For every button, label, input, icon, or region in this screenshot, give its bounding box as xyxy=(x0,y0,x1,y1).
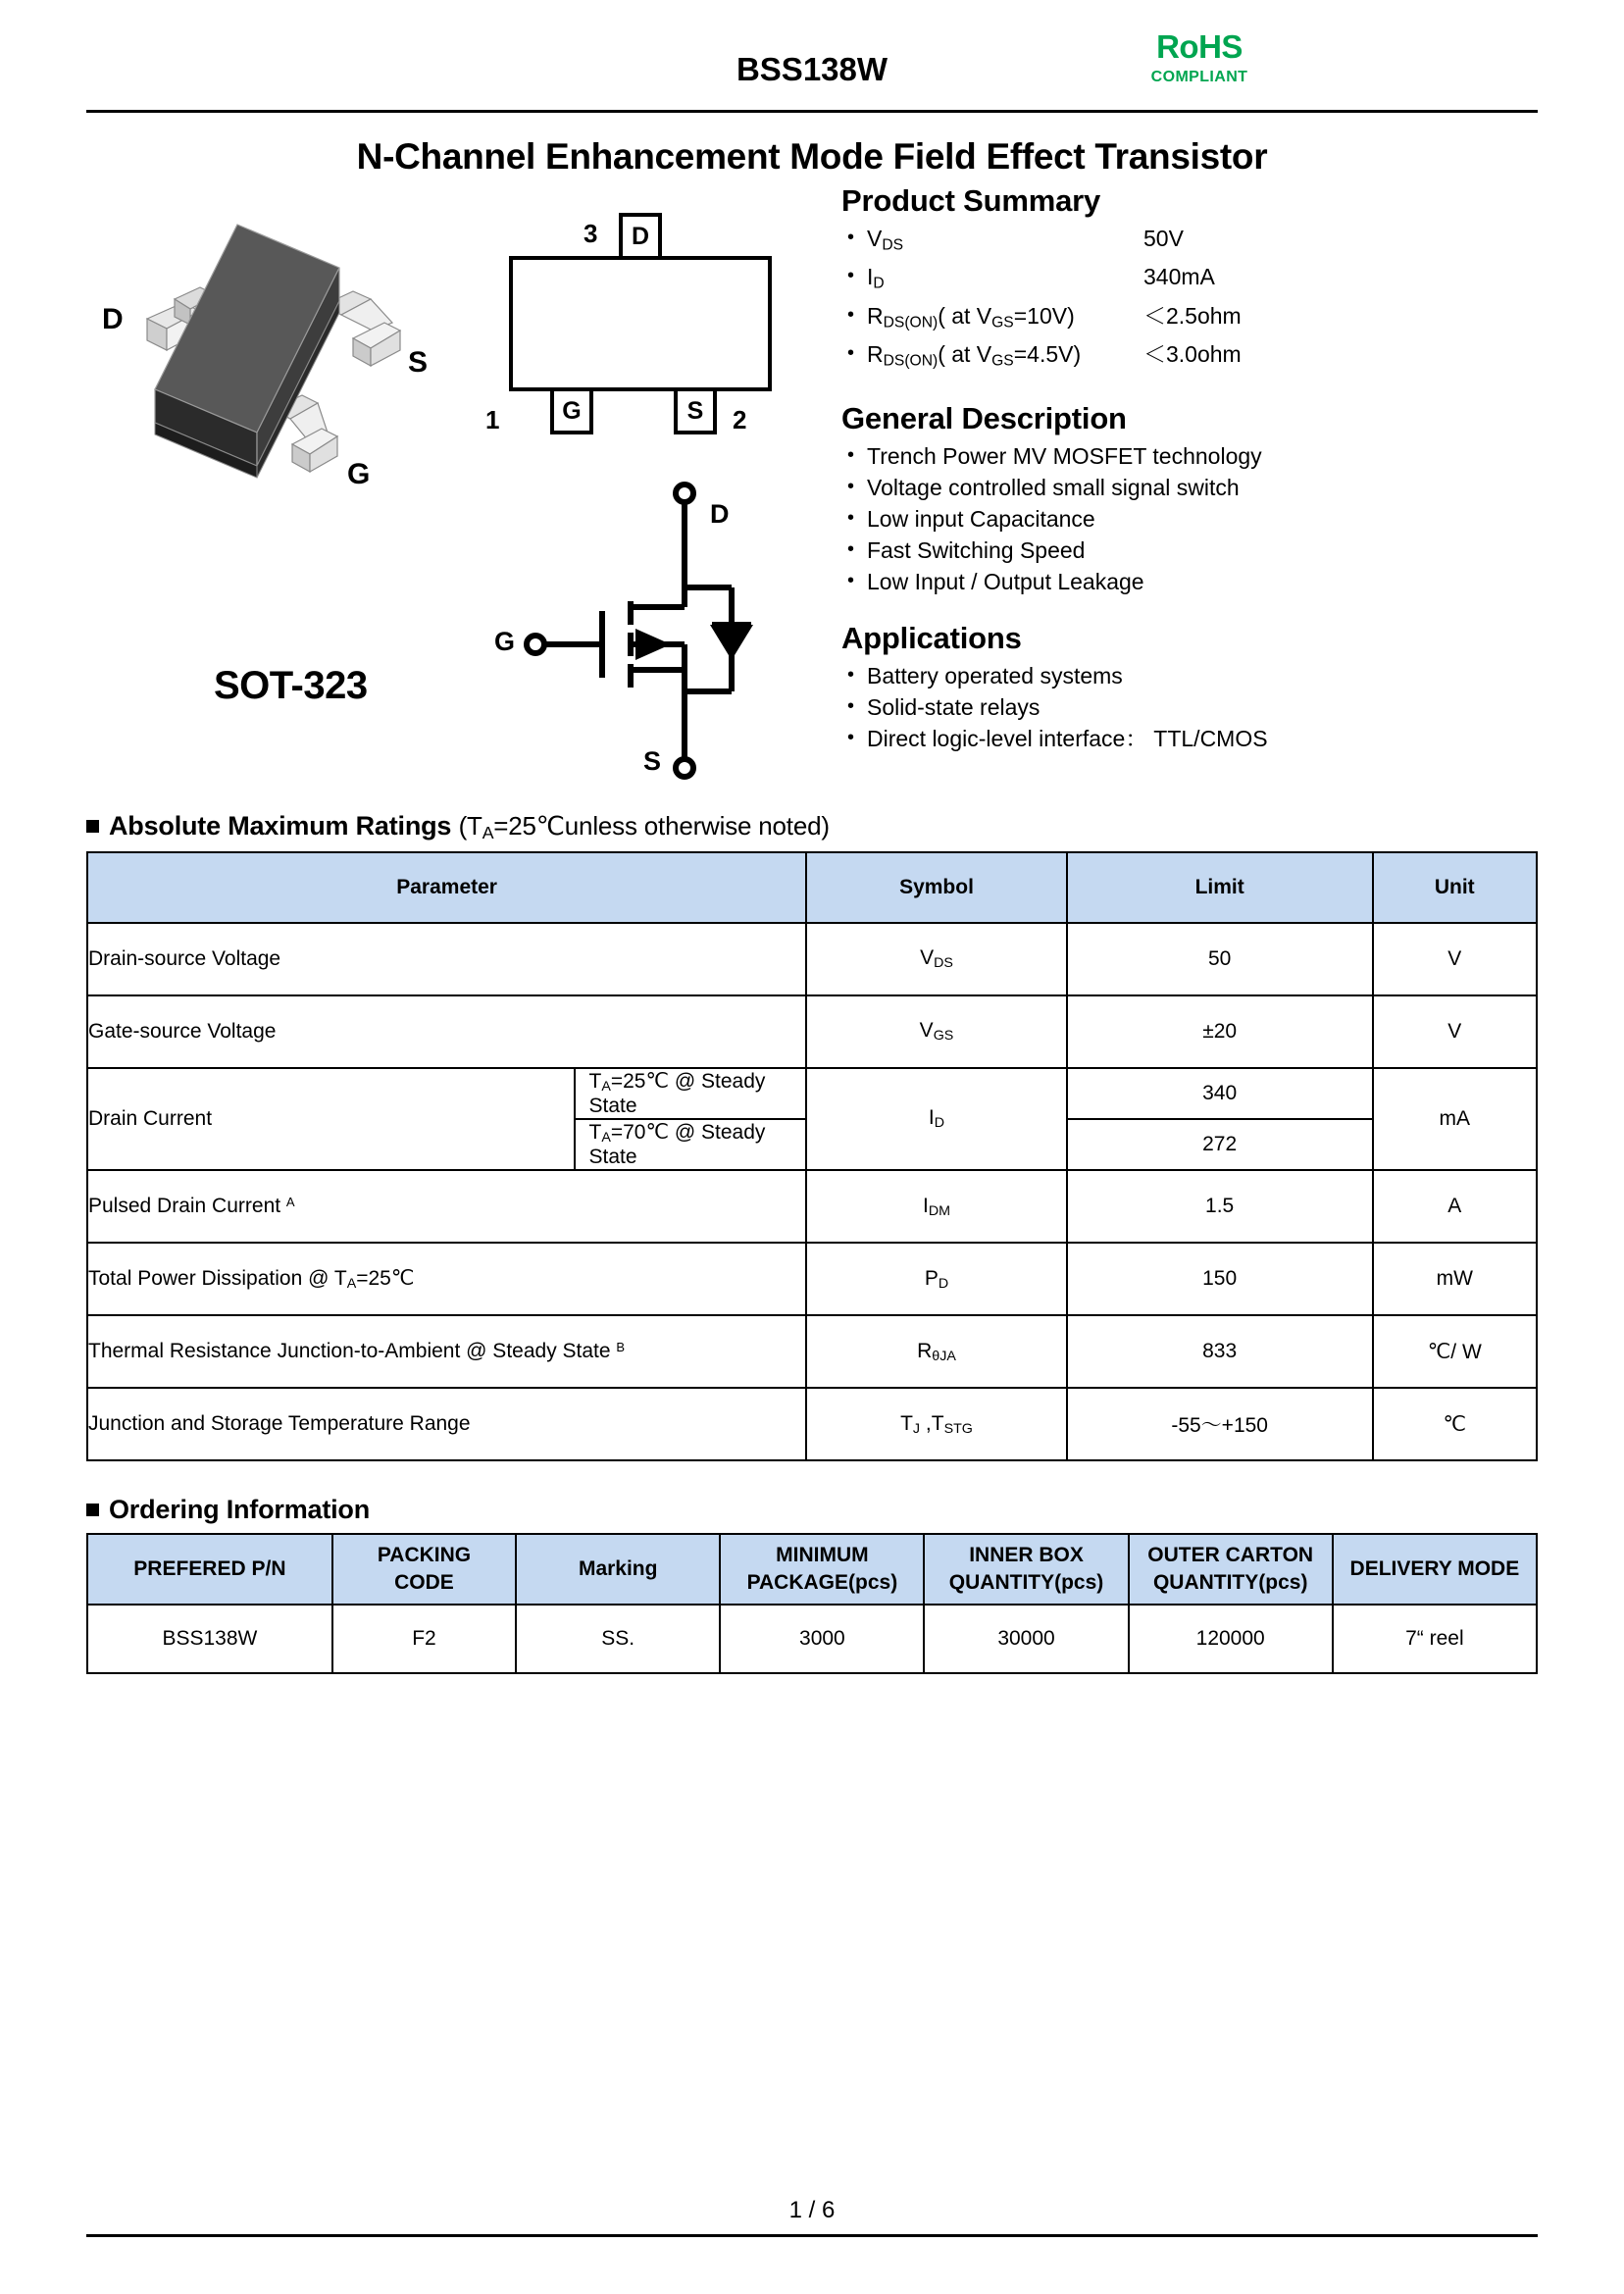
cell-packing-code: F2 xyxy=(332,1605,516,1673)
col-outer-carton-quantity: OUTER CARTON QUANTITY(pcs) xyxy=(1129,1534,1333,1605)
cell-sub-limits xyxy=(1067,1068,1373,1170)
sub-limit: 340 xyxy=(1068,1069,1372,1119)
header-divider xyxy=(86,110,1538,113)
list-item: • Battery operated systems xyxy=(841,660,1528,691)
col-marking: Marking xyxy=(516,1534,720,1605)
table-header-row xyxy=(87,1534,1537,1605)
package-name-label: SOT-323 xyxy=(214,664,368,707)
cell-limit: 833 xyxy=(1067,1315,1373,1388)
sub-conditions-table xyxy=(576,1069,806,1169)
table-row xyxy=(87,1170,1537,1243)
cell-unit: mA xyxy=(1373,1068,1537,1170)
col-symbol: Symbol xyxy=(806,852,1067,923)
table-row xyxy=(87,923,1537,995)
cell-symbol: $T_J$ $,T_{STG}$ xyxy=(806,1388,1067,1460)
product-summary-heading: Product Summary xyxy=(841,183,1101,218)
pinout-pin2-pad: S xyxy=(674,387,717,434)
cell-limit: -55～+150 xyxy=(1067,1388,1373,1460)
body-diode-triangle xyxy=(710,625,753,660)
product-summary-list xyxy=(841,223,1528,378)
cell-symbol: $I_{DM}$ xyxy=(806,1170,1067,1243)
cell-limit: 1.5 xyxy=(1067,1170,1373,1243)
cell-prefered-pn: BSS138W xyxy=(87,1605,332,1673)
cell-unit: V xyxy=(1373,995,1537,1068)
cell-sub-conditions xyxy=(575,1068,807,1170)
cell-marking: SS. xyxy=(516,1605,720,1673)
cell-parameter: Pulsed Drain Current $^A$ xyxy=(87,1170,806,1243)
cell-symbol: $P_D$ xyxy=(806,1243,1067,1315)
cell-minimum-package: 3000 xyxy=(720,1605,924,1673)
col-minimum-package: MINIMUM PACKAGE(pcs) xyxy=(720,1534,924,1605)
pinout-pin1-pad: G xyxy=(550,387,593,434)
product-summary-row xyxy=(841,223,1528,261)
cell-parameter: Drain Current xyxy=(87,1068,575,1170)
list-item: • Fast Switching Speed xyxy=(841,535,1528,566)
applications-list xyxy=(841,660,1528,754)
cell-inner-box-quantity: 30000 xyxy=(924,1605,1128,1673)
absolute-maximum-ratings-section xyxy=(86,811,1538,1461)
source-terminal xyxy=(676,759,693,777)
list-item: • Trench Power MV MOSFET technology xyxy=(841,440,1528,472)
cell-limit: ±20 xyxy=(1067,995,1373,1068)
cell-parameter: Thermal Resistance Junction-to-Ambient @ Steady State $^B$ xyxy=(87,1315,806,1388)
list-item: • Voltage controlled small signal switch xyxy=(841,472,1528,503)
cell-delivery-mode: 7“ reel xyxy=(1333,1605,1537,1673)
part-number-title: BSS138W xyxy=(736,51,888,87)
symbol-source-label: S xyxy=(643,746,662,776)
bullet-square-icon xyxy=(86,820,99,833)
symbol-gate-label: G xyxy=(494,627,516,656)
cell-parameter: Total Power Dissipation @ $T_A=25℃$ xyxy=(87,1243,806,1315)
cell-limit: 150 xyxy=(1067,1243,1373,1315)
list-item: • Solid-state relays xyxy=(841,691,1528,723)
package-pin-g-label: G xyxy=(347,458,371,490)
table-header-row xyxy=(87,852,1537,923)
cell-unit: ℃ xyxy=(1373,1388,1537,1460)
col-limit: Limit xyxy=(1067,852,1373,923)
sub-limits-table xyxy=(1068,1069,1372,1169)
sot323-package-svg xyxy=(106,201,459,515)
cell-outer-carton-quantity: 120000 xyxy=(1129,1605,1333,1673)
drain-terminal xyxy=(676,484,693,502)
col-parameter: Parameter xyxy=(87,852,806,923)
package-pin-s-label: S xyxy=(408,346,429,379)
sub-condition: $T_A=25℃$ @ Steady State xyxy=(576,1069,806,1119)
cell-unit: A xyxy=(1373,1170,1537,1243)
amr-heading-text: Absolute Maximum Ratings xyxy=(109,811,452,841)
sub-condition: $T_A=70℃$ @ Steady State xyxy=(588,1121,766,1169)
absolute-maximum-ratings-table xyxy=(86,851,1538,1461)
page-footer xyxy=(86,2197,1538,2237)
ps-name-0: • $V_{DS}$ xyxy=(867,226,904,254)
footer-divider xyxy=(86,2234,1538,2237)
ordering-information-heading xyxy=(86,1495,1538,1525)
rohs-compliant-label: COMPLIANT xyxy=(1150,69,1248,86)
ps-value-1: 340mA xyxy=(1143,264,1215,290)
overview-section xyxy=(86,183,1538,811)
pinout-pin3-pad: D xyxy=(619,213,662,260)
page-title: N-Channel Enhancement Mode Field Effect Transistor xyxy=(356,136,1268,177)
page-number: 1 / 6 xyxy=(788,2197,836,2223)
pinout-pin1-number: 1 xyxy=(485,405,500,434)
rohs-badge xyxy=(1087,29,1312,86)
cell-parameter: Junction and Storage Temperature Range xyxy=(87,1388,806,1460)
table-row xyxy=(87,1388,1537,1460)
pinout-pin2-number: 2 xyxy=(733,405,747,434)
table-row xyxy=(87,1315,1537,1388)
bullet-square-icon xyxy=(86,1504,99,1516)
ordering-information-table xyxy=(86,1533,1538,1674)
ps-value-0: 50V xyxy=(1143,226,1184,251)
table-row xyxy=(87,1243,1537,1315)
col-delivery-mode: DELIVERY MODE xyxy=(1333,1534,1537,1605)
cell-parameter: Gate-source Voltage xyxy=(87,995,806,1068)
specs-column xyxy=(841,183,1528,754)
gate-terminal xyxy=(527,636,544,653)
cell-limit: 50 xyxy=(1067,923,1373,995)
product-summary-row xyxy=(841,300,1528,338)
applications-heading: Applications xyxy=(841,620,1022,655)
col-inner-box-quantity: INNER BOX QUANTITY(pcs) xyxy=(924,1534,1128,1605)
ps-name-3: • $R_{DS(ON)}$( at $V_{GS}=4.5V$) xyxy=(867,341,1082,370)
col-unit: Unit xyxy=(1373,852,1537,923)
cell-symbol: $R_{\theta JA}$ xyxy=(806,1315,1067,1388)
ordering-information-section xyxy=(86,1495,1538,1674)
pinout-pin3-number: 3 xyxy=(584,219,598,248)
pinout-body xyxy=(509,256,772,391)
ps-name-1: • $I_D$ xyxy=(867,264,885,292)
absolute-maximum-ratings-heading xyxy=(86,811,1538,843)
package-3d-drawing xyxy=(102,201,459,515)
pinout-diagram xyxy=(485,213,807,438)
cell-parameter: Drain-source Voltage xyxy=(87,923,806,995)
page-header xyxy=(86,0,1538,110)
cell-symbol: $V_{DS}$ xyxy=(806,923,1067,995)
symbol-drain-label: D xyxy=(710,499,730,529)
cell-unit: V xyxy=(1373,923,1537,995)
list-item: • Low Input / Output Leakage xyxy=(841,566,1528,597)
product-summary-row xyxy=(841,261,1528,299)
product-summary-row xyxy=(841,338,1528,377)
table-row xyxy=(87,995,1537,1068)
rohs-label: RoHS xyxy=(1156,28,1243,65)
ps-value-3: ＜3.0ohm xyxy=(1143,341,1242,368)
ordering-heading-text: Ordering Information xyxy=(109,1495,371,1525)
general-description-list xyxy=(841,440,1528,597)
list-item: • Low input Capacitance xyxy=(841,503,1528,535)
mosfet-symbol-diagram xyxy=(479,468,812,801)
col-packing-code: PACKING CODE xyxy=(332,1534,516,1605)
ps-value-2: ＜2.5ohm xyxy=(1143,302,1242,329)
amr-heading-note: ($T_A=25℃unless$ otherwise noted) xyxy=(458,811,830,842)
col-prefered-pn: PREFERED P/N xyxy=(87,1534,332,1605)
cell-symbol: $I_D$ xyxy=(806,1068,1067,1170)
cell-unit: ℃/ W xyxy=(1373,1315,1537,1388)
table-row xyxy=(87,1068,1537,1170)
list-item: • Direct logic-level interface： TTL/CMOS xyxy=(841,723,1528,754)
general-description-heading: General Description xyxy=(841,400,1127,435)
body-arrow xyxy=(635,629,671,660)
cell-symbol: $V_{GS}$ xyxy=(806,995,1067,1068)
package-pin-d-label: D xyxy=(102,303,124,335)
table-row xyxy=(87,1605,1537,1673)
ps-name-2: • $R_{DS(ON)}$( at $V_{GS}=10V$) xyxy=(867,302,1075,331)
sub-limit: 272 xyxy=(1202,1133,1238,1156)
cell-unit: mW xyxy=(1373,1243,1537,1315)
